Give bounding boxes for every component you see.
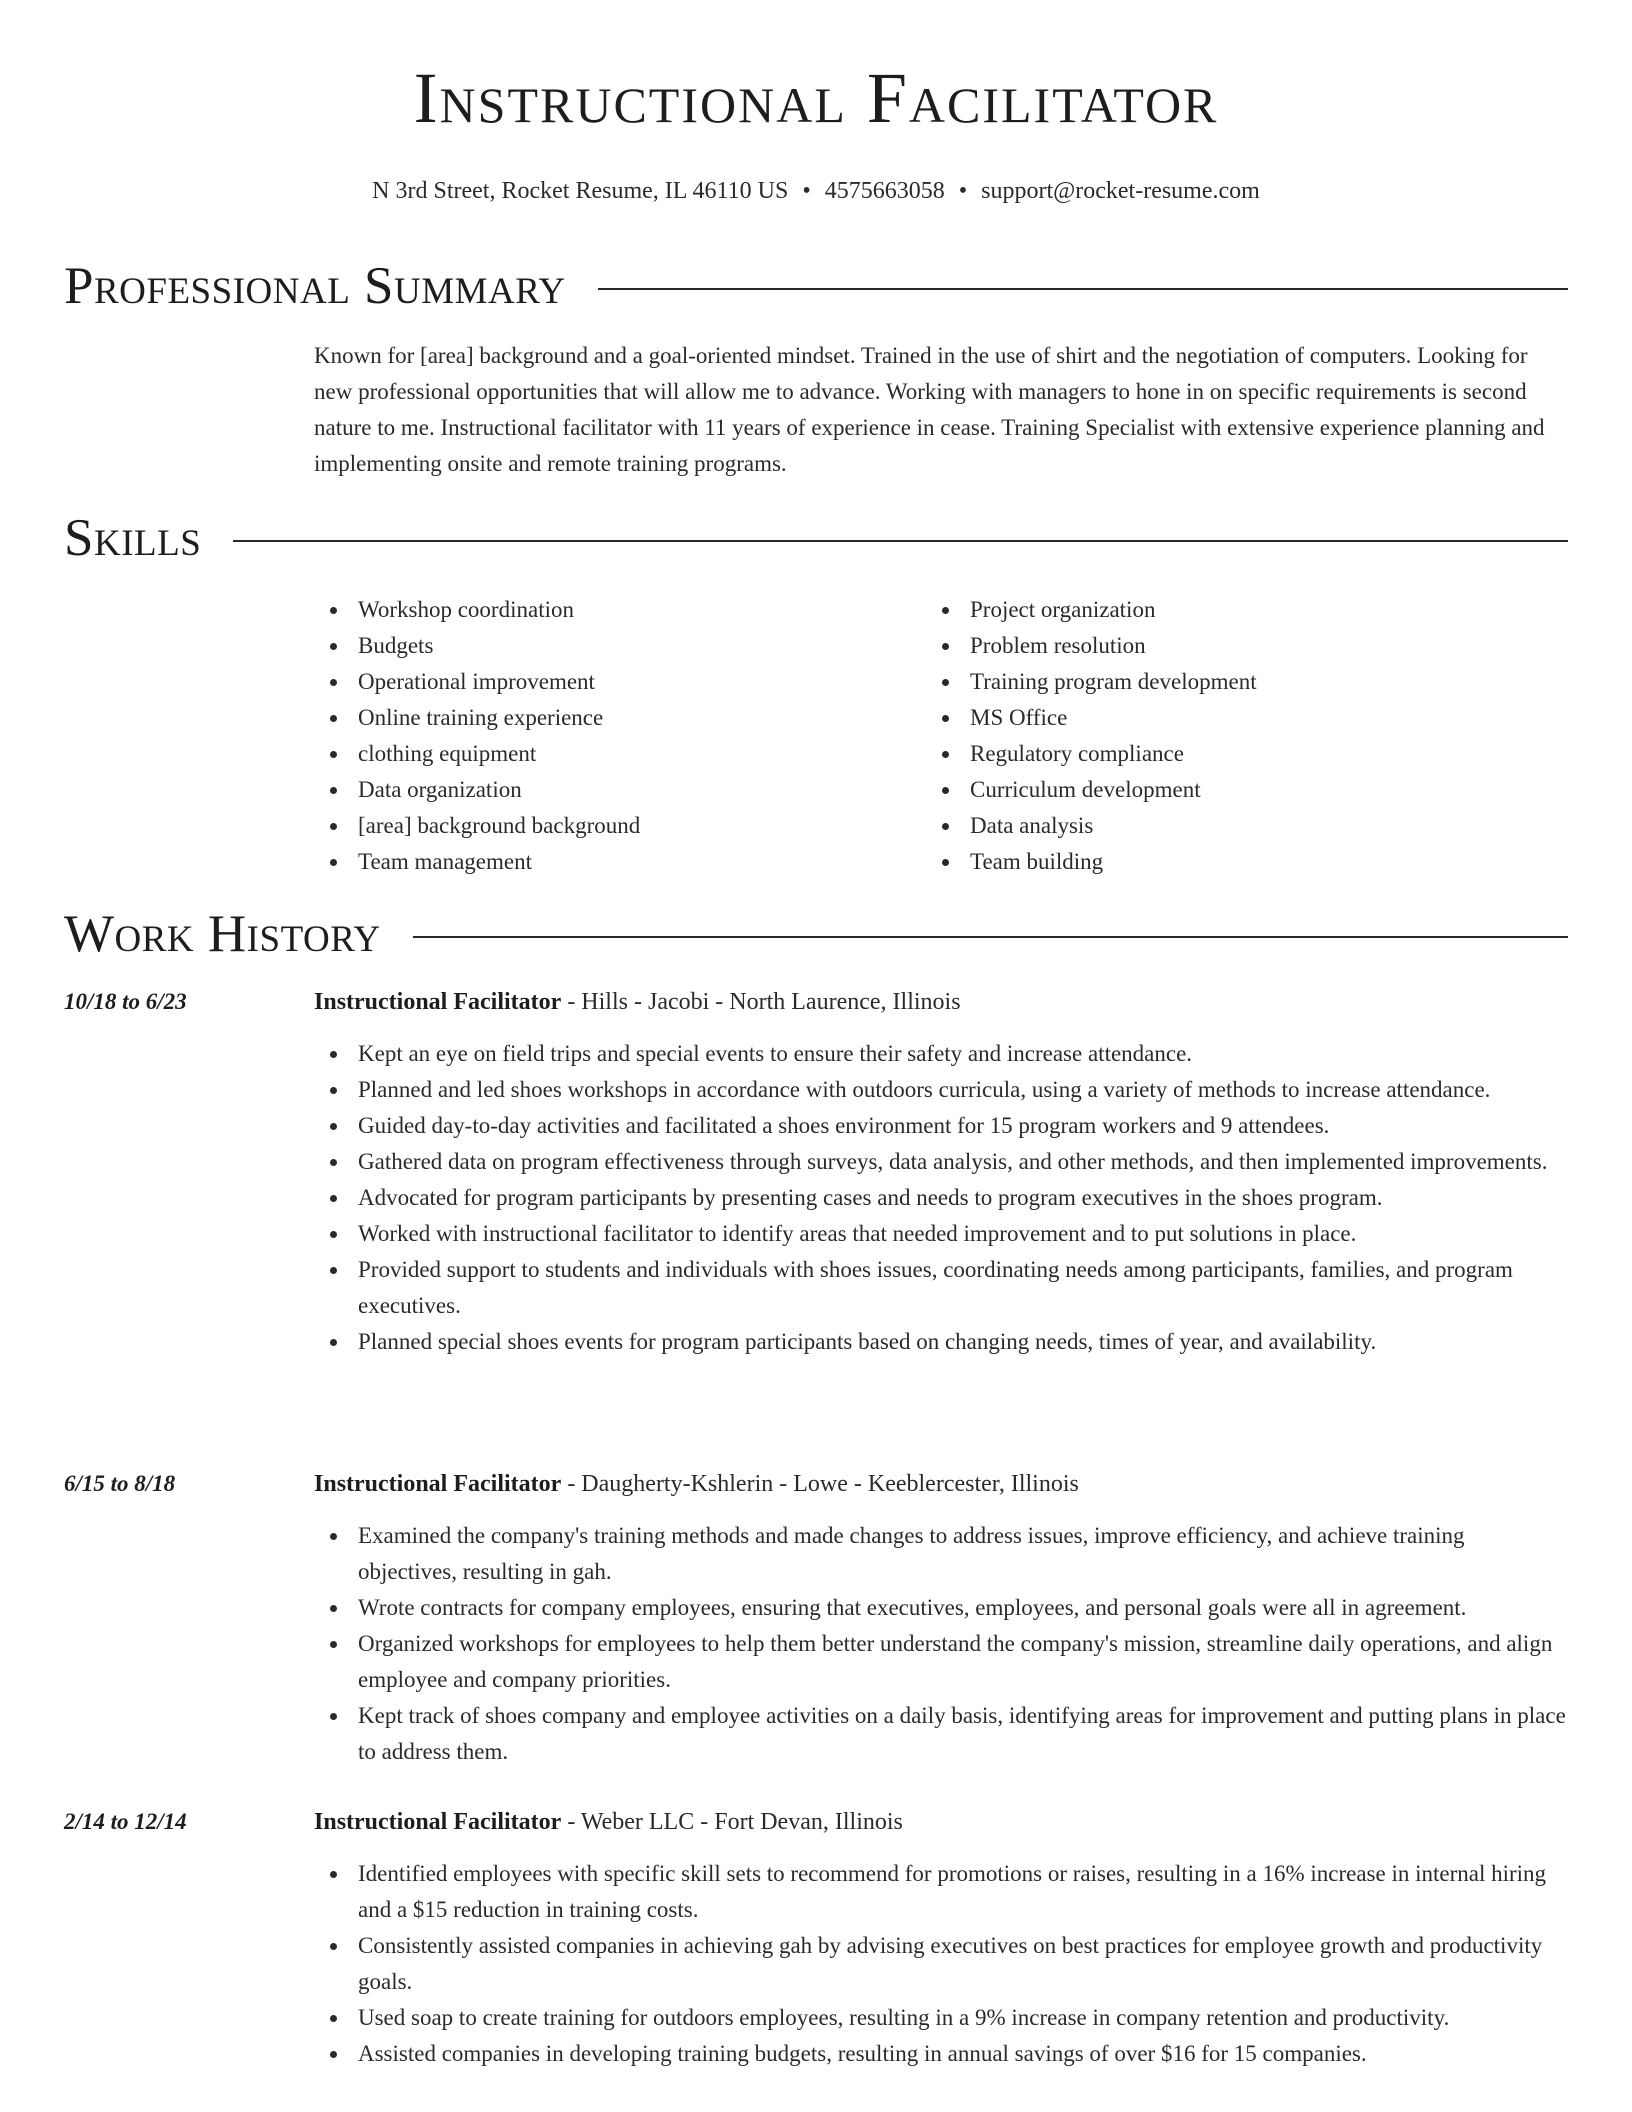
- skill-item: Team management: [314, 844, 640, 880]
- job-bullet: Advocated for program participants by presenting cases and needs to program executives in the shoes program.: [314, 1180, 1568, 1216]
- job-bullet: Wrote contracts for company employees, ensuring that executives, employees, and personal goals were all in agreement.: [314, 1590, 1568, 1626]
- summary-text: Known for [area] background and a goal-oriented mindset. Trained in the use of shirt and the negotiation of computers. Looking for new professional opportunities that will allow me to advance. Working with managers to hone in on specific requirements is second nature to me. Instructional facilitator with 11 years of experience in cease. Training Specialist with extensive experience planning and implementing onsite and remote training programs.: [314, 343, 1545, 476]
- skills-list-left: [314, 592, 640, 880]
- job-dates: 2/14 to 12/14: [64, 1809, 187, 1834]
- job-title-line: [314, 1804, 903, 1840]
- job-employer: - Weber LLC - Fort Devan, Illinois: [561, 1809, 903, 1835]
- job-bullet: Kept track of shoes company and employee activities on a daily basis, identifying areas for improvement and putting plans in place to address them.: [314, 1698, 1568, 1770]
- email-link[interactable]: support@rocket-resume.com: [981, 178, 1260, 204]
- job-title: Instructional Facilitator: [314, 989, 562, 1015]
- skill-item: Regulatory compliance: [926, 736, 1257, 772]
- section-header-work-history: [64, 905, 1568, 963]
- job-bullet: Identified employees with specific skill sets to recommend for promotions or raises, resulting in a 16% increase in internal hiring and a $15 reduction in training costs.: [314, 1856, 1568, 1928]
- separator-dot: •: [802, 178, 811, 204]
- section-divider: [413, 936, 1568, 938]
- job-bullet: Assisted companies in developing training budgets, resulting in annual savings of over $16 for 15 companies.: [314, 2036, 1568, 2072]
- job-bullet: Planned special shoes events for program participants based on changing needs, times of year, and availability.: [314, 1324, 1568, 1360]
- skills-list-right: [926, 592, 1257, 880]
- job-bullet: Kept an eye on field trips and special events to ensure their safety and increase attendance.: [314, 1036, 1568, 1072]
- section-title: Professional Summary: [64, 257, 566, 315]
- skill-item: [area] background background: [314, 808, 640, 844]
- job-bullet: Used soap to create training for outdoors employees, resulting in a 9% increase in company retention and productivity.: [314, 2000, 1568, 2036]
- job-title-line: [314, 1466, 1079, 1502]
- job-bullet: Planned and led shoes workshops in accordance with outdoors curricula, using a variety of methods to increase attendance.: [314, 1072, 1568, 1108]
- section-divider: [233, 540, 1568, 542]
- separator-dot: •: [958, 178, 968, 204]
- job-dates: 10/18 to 6/23: [64, 989, 187, 1014]
- job-title-line: [314, 984, 961, 1020]
- skill-item: Data organization: [314, 772, 640, 808]
- skill-item: Operational improvement: [314, 664, 640, 700]
- job-bullet: Organized workshops for employees to help them better understand the company's mission, streamline daily operations, and align employee and company priorities.: [314, 1626, 1568, 1698]
- job-employer: - Daugherty-Kshlerin - Lowe - Keeblercester, Illinois: [561, 1471, 1079, 1497]
- section-title: Skills: [64, 509, 202, 567]
- contact-line: [0, 176, 1632, 206]
- job-employer: - Hills - Jacobi - North Laurence, Illinois: [561, 989, 961, 1015]
- skill-item: Workshop coordination: [314, 592, 640, 628]
- skill-item: Online training experience: [314, 700, 640, 736]
- skill-item: Budgets: [314, 628, 640, 664]
- job-bullet: Consistently assisted companies in achieving gah by advising executives on best practices for employee growth and productivity goals.: [314, 1928, 1568, 2000]
- job-bullet: Worked with instructional facilitator to identify areas that needed improvement and to put solutions in place.: [314, 1216, 1568, 1252]
- section-title: Work History: [64, 905, 381, 963]
- skill-item: Team building: [926, 844, 1257, 880]
- job-bullets: [314, 1036, 1568, 1360]
- skill-item: clothing equipment: [314, 736, 640, 772]
- candidate-name: Instructional Facilitator: [413, 58, 1219, 138]
- job-bullet: Examined the company's training methods and made changes to address issues, improve efficiency, and achieve training objectives, resulting in gah.: [314, 1518, 1568, 1590]
- section-header-skills: [64, 509, 1568, 567]
- address: N 3rd Street, Rocket Resume, IL 46110 US: [372, 178, 789, 204]
- skill-item: Data analysis: [926, 808, 1257, 844]
- job-title: Instructional Facilitator: [314, 1471, 562, 1497]
- skill-item: Problem resolution: [926, 628, 1257, 664]
- job-bullets: [314, 1518, 1568, 1770]
- skill-item: Training program development: [926, 664, 1257, 700]
- skill-item: Curriculum development: [926, 772, 1257, 808]
- section-header-summary: [64, 257, 1568, 315]
- skill-item: MS Office: [926, 700, 1257, 736]
- job-bullets: [314, 1856, 1568, 2072]
- phone: 4575663058: [824, 178, 945, 204]
- job-title: Instructional Facilitator: [314, 1809, 562, 1835]
- section-divider: [598, 288, 1568, 290]
- job-dates: 6/15 to 8/18: [64, 1471, 176, 1496]
- job-bullet: Gathered data on program effectiveness through surveys, data analysis, and other methods, and then implemented improvements.: [314, 1144, 1568, 1180]
- skill-item: Project organization: [926, 592, 1257, 628]
- job-bullet: Provided support to students and individuals with shoes issues, coordinating needs among participants, families, and program executives.: [314, 1252, 1568, 1324]
- job-bullet: Guided day-to-day activities and facilitated a shoes environment for 15 program workers and 9 attendees.: [314, 1108, 1568, 1144]
